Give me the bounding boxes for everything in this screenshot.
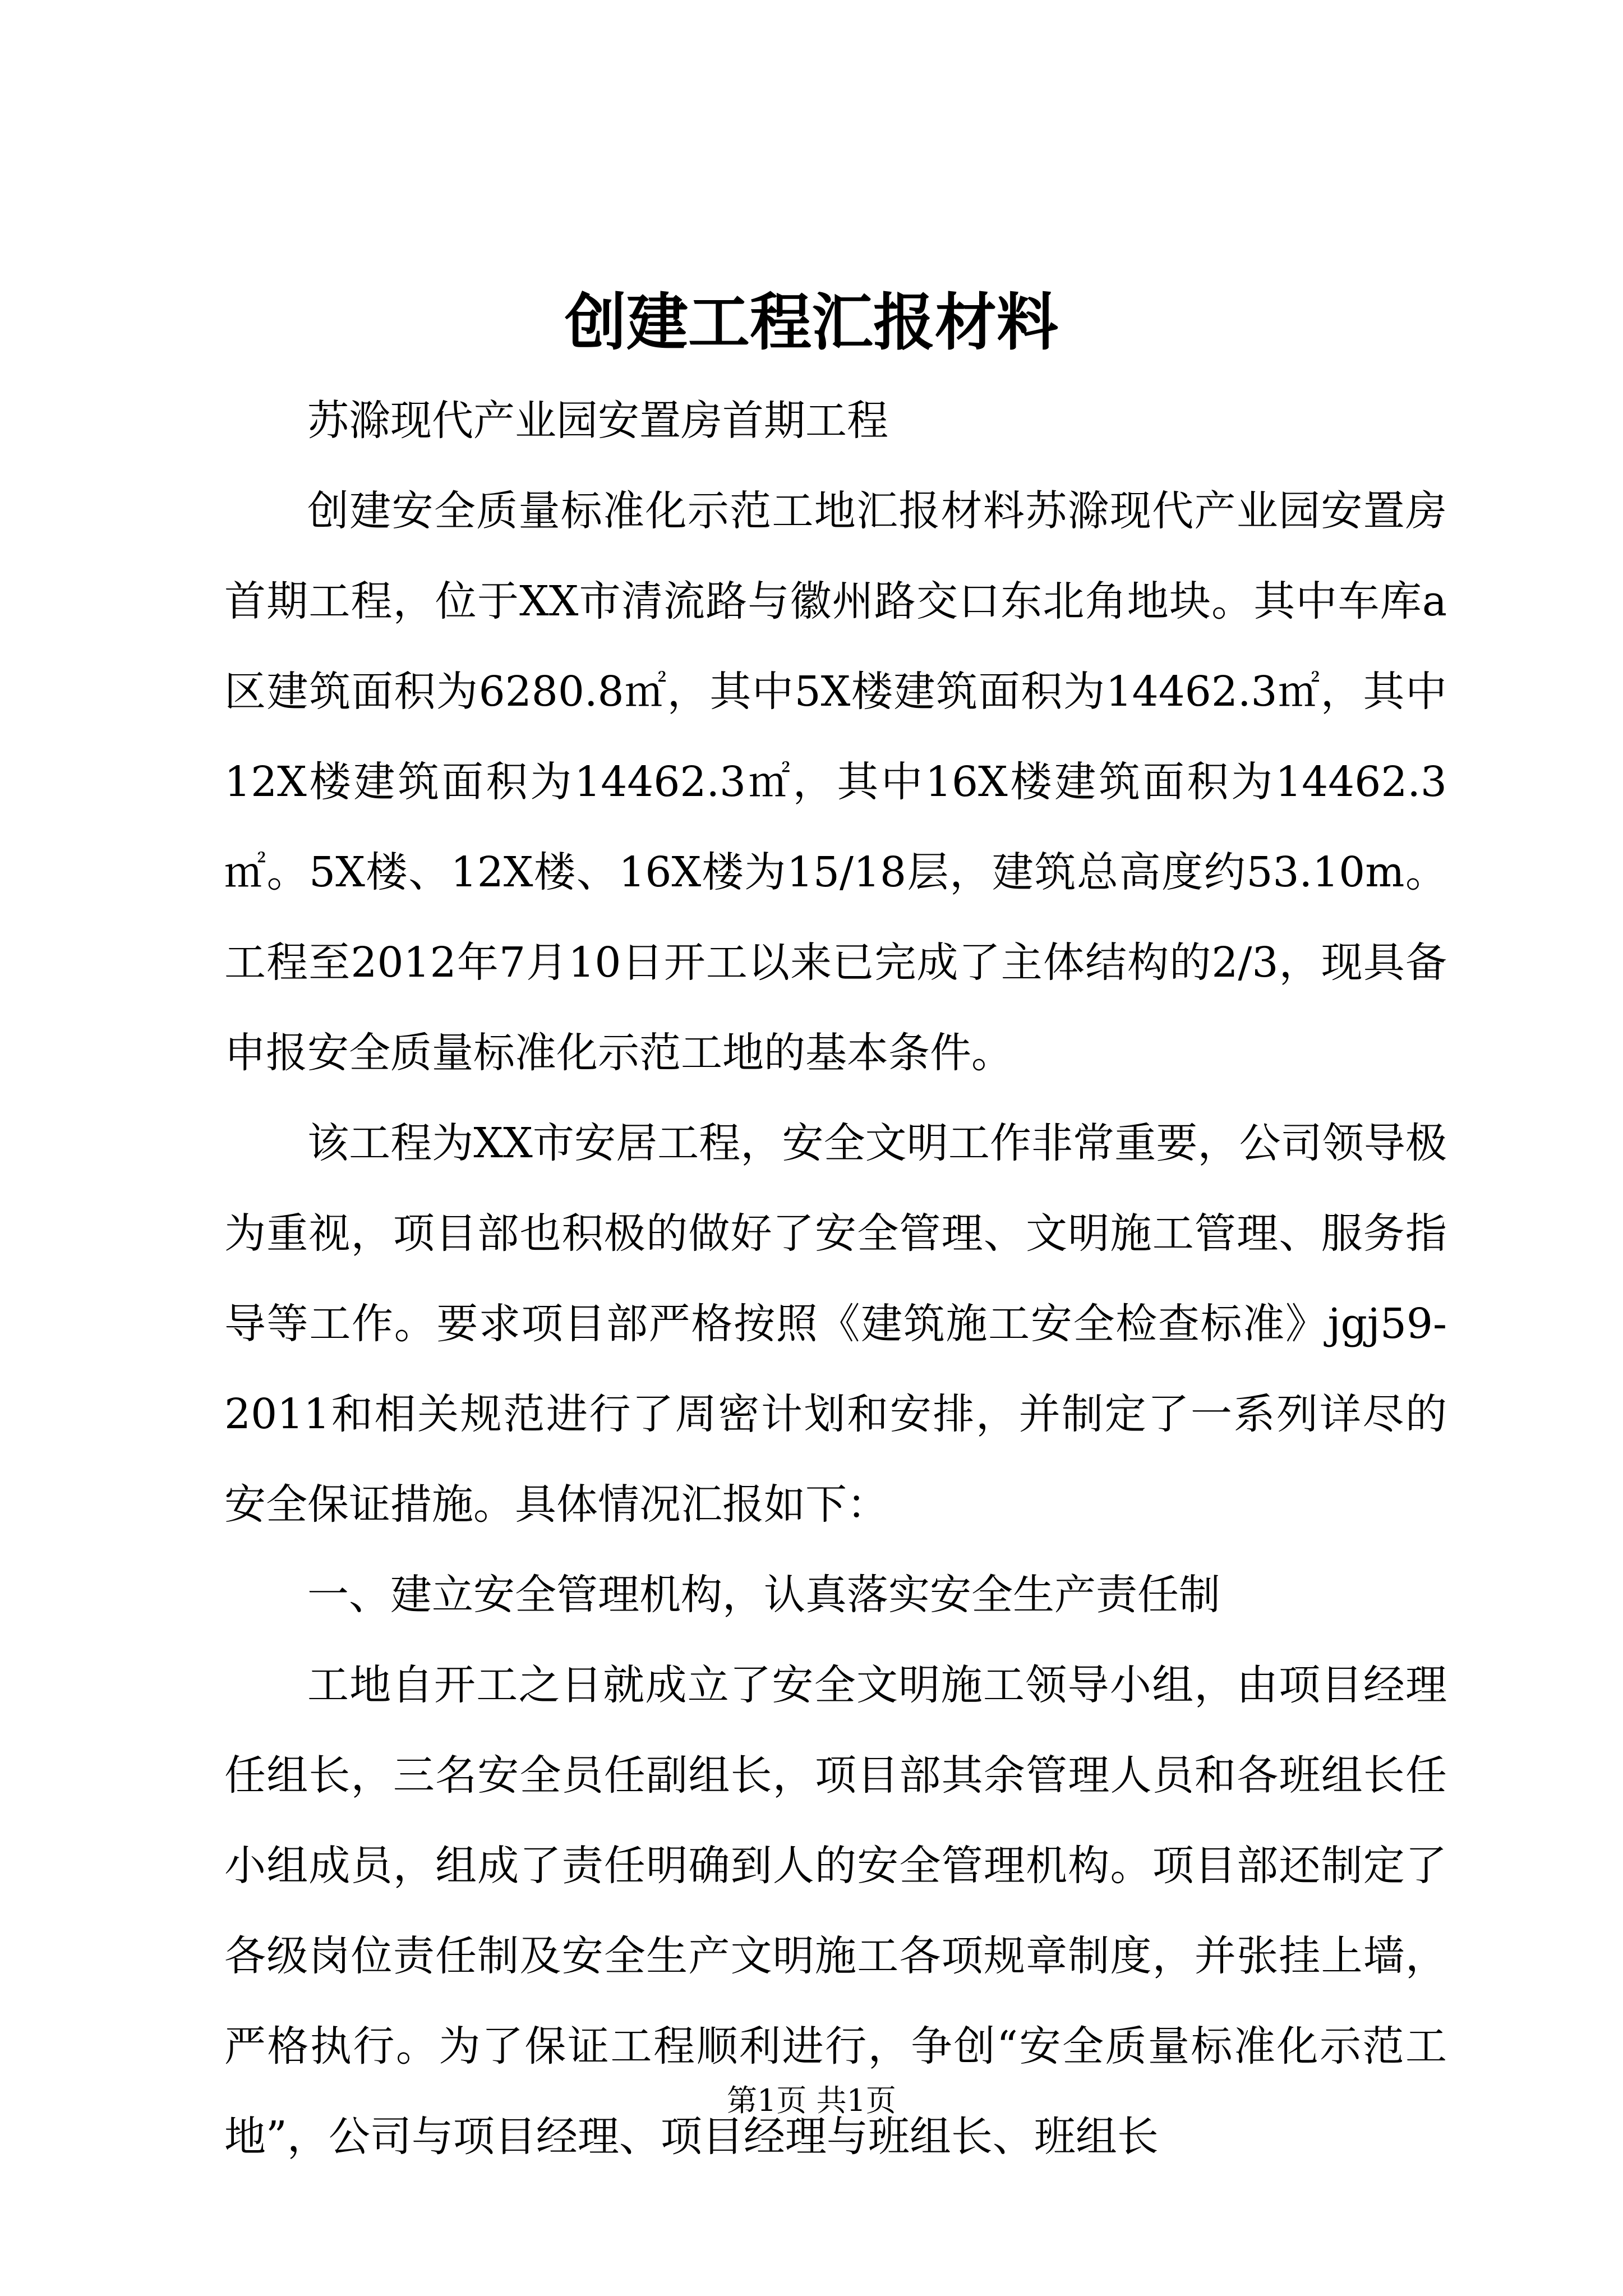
paragraph-safety-organization: 工地自开工之日就成立了安全文明施工领导小组，由项目经理任组长，三名安全员任副组长，项目部其余管理人员和各班组长任小组成员，组成了责任明确到人的安全管理机构。项目部还制定了各级岗位责任制及安全生产文明施工各项规章制度，并张挂上墙，严格执行。为了保证工程顺利进行，争创“安全质量标准化示范工地”，公司与项目经理、项目经理与班组长、班组长 — [224, 1661, 1447, 2161]
paragraph-project-importance: 该工程为XX市安居工程，安全文明工作非常重要，公司领导极为重视，项目部也积极的做好了安全管理、文明施工管理、服务指导等工作。要求项目部严格按照《建筑施工安全检查标准》jgj59-2011和相关规范进行了周密计划和安排，并制定了一系列详尽的安全保证措施。具体情况汇报如下： — [224, 1119, 1447, 1529]
document-body — [224, 376, 1447, 2182]
section-heading-1: 一、建立安全管理机构，认真落实安全生产责任制 — [307, 1571, 1220, 1619]
page-footer: 第1页 共1页 — [727, 2083, 896, 2118]
document-title: 创建工程汇报材料 — [565, 286, 1058, 358]
paragraph-project-name: 苏滁现代产业园安置房首期工程 — [307, 397, 888, 445]
paragraph-project-overview: 创建安全质量标准化示范工地汇报材料苏滁现代产业园安置房首期工程，位于XX市清流路与徽州路交口东北角地块。其中车库a区建筑面积为6280.8㎡，其中5X楼建筑面积为14462.3㎡，其中12X楼建筑面积为14462.3㎡，其中16X楼建筑面积为14462.3㎡。5X楼、12X楼、16X楼为15/18层，建筑总高度约53.10m。工程至2012年7月10日开工以来已完成了主体结构的2/3，现具备申报安全质量标准化示范工地的基本条件。 — [224, 487, 1447, 1077]
